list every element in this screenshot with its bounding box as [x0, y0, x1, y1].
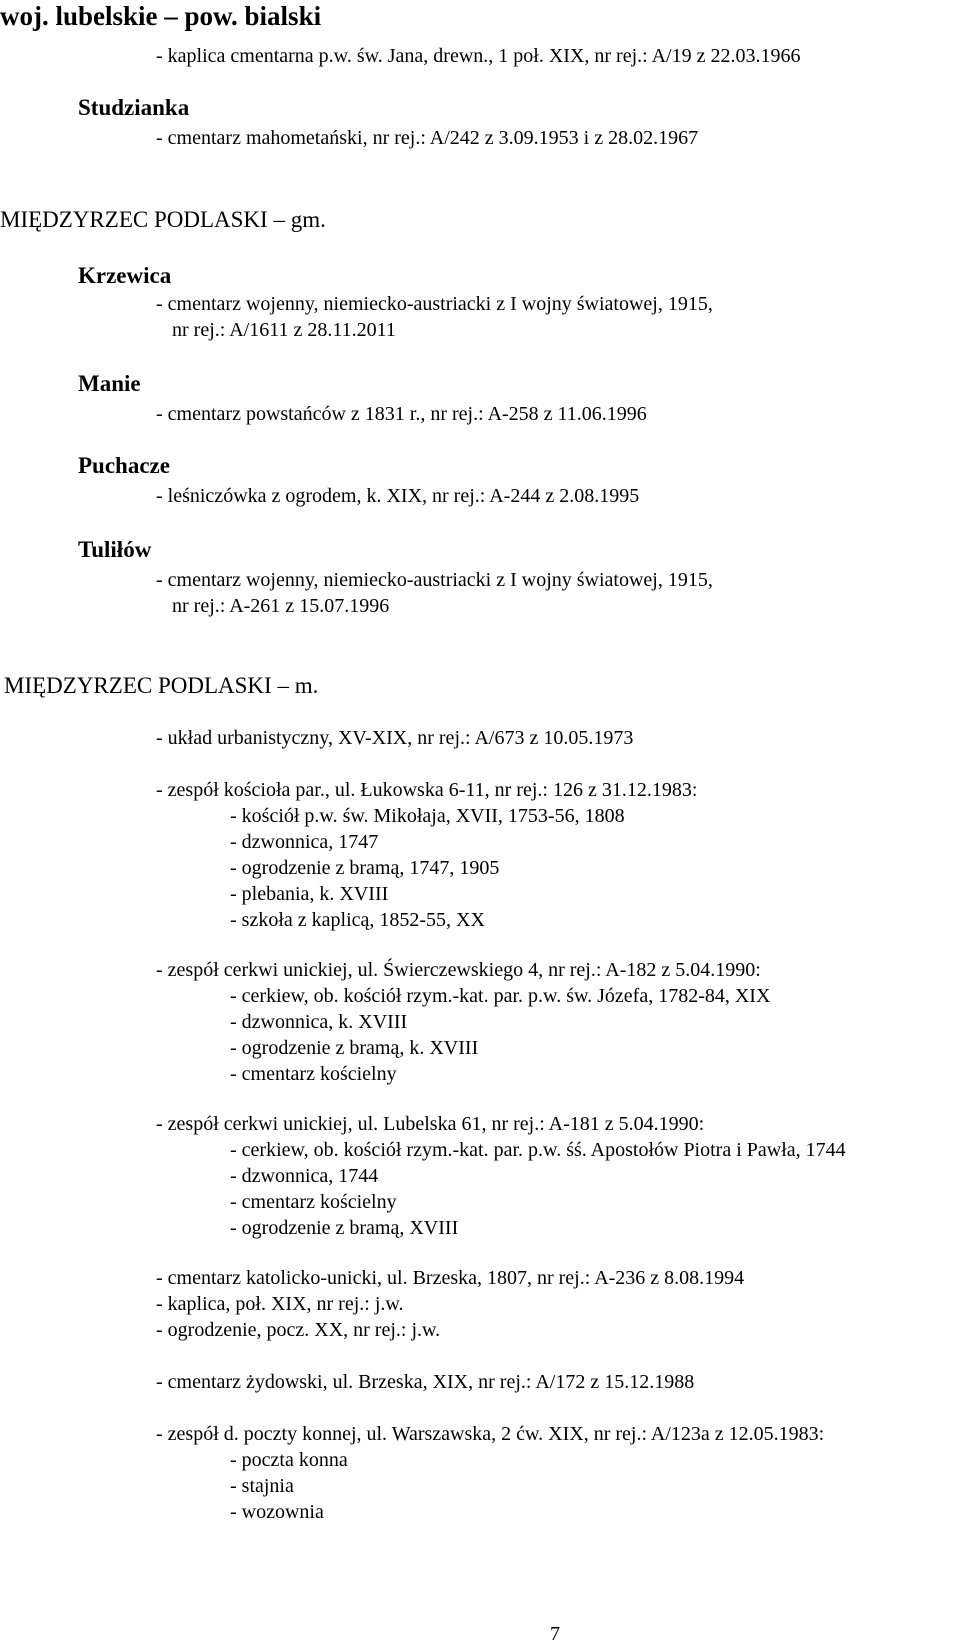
entry-text: - dzwonnica, k. XVIII: [230, 1011, 408, 1033]
entry-text: - cerkiew, ob. kościół rzym.-kat. par. p.w. śś. Apostołów Piotra i Pawła, 1744: [230, 1139, 846, 1161]
entry-text: - cmentarz powstańców z 1831 r., nr rej.: A-258 z 11.06.1996: [156, 403, 647, 425]
entry-text: - wozownia: [230, 1501, 324, 1523]
entry-text: - kaplica, poł. XIX, nr rej.: j.w.: [156, 1293, 404, 1315]
locality-heading: Studzianka: [78, 95, 190, 120]
page-header: woj. lubelskie – pow. bialski: [0, 1, 322, 31]
entry-text: - zespół cerkwi unickiej, ul. Lubelska 61, nr rej.: A-181 z 5.04.1990:: [156, 1113, 705, 1135]
entry-text: - kościół p.w. św. Mikołaja, XVII, 1753-56, 1808: [230, 805, 625, 827]
locality-heading: Puchacze: [78, 453, 170, 478]
entry-text: - zespół d. poczty konnej, ul. Warszawska, 2 ćw. XIX, nr rej.: A/123a z 12.05.1983:: [156, 1423, 825, 1445]
entry-text: nr rej.: A/1611 z 28.11.2011: [172, 319, 396, 341]
entry-text: - cmentarz kościelny: [230, 1191, 397, 1213]
entry-text: - cmentarz wojenny, niemiecko-austriacki z I wojny światowej, 1915,: [156, 293, 713, 315]
entry-text: - układ urbanistyczny, XV-XIX, nr rej.: A/673 z 10.05.1973: [156, 727, 634, 749]
entry-text: - cmentarz mahometański, nr rej.: A/242 z 3.09.1953 i z 28.02.1967: [156, 127, 699, 149]
entry-text: - dzwonnica, 1747: [230, 831, 379, 853]
entry-text: - cmentarz katolicko-unicki, ul. Brzeska, 1807, nr rej.: A-236 z 8.08.1994: [156, 1267, 745, 1289]
locality-heading: Tuliłów: [78, 537, 152, 562]
entry-text: - ogrodzenie z bramą, 1747, 1905: [230, 857, 500, 879]
entry-text: - dzwonnica, 1744: [230, 1165, 379, 1187]
entry-text: - cmentarz kościelny: [230, 1063, 397, 1085]
entry-text: - plebania, k. XVIII: [230, 883, 389, 905]
entry-text: - ogrodzenie, pocz. XX, nr rej.: j.w.: [156, 1319, 441, 1341]
entry-text: - cmentarz wojenny, niemiecko-austriacki z I wojny światowej, 1915,: [156, 569, 713, 591]
entry-text: - poczta konna: [230, 1449, 348, 1471]
entry-text: - ogrodzenie z bramą, XVIII: [230, 1217, 459, 1239]
entry-text: nr rej.: A-261 z 15.07.1996: [172, 595, 390, 617]
locality-heading: Manie: [78, 371, 141, 396]
entry-text: - ogrodzenie z bramą, k. XVIII: [230, 1037, 479, 1059]
page-number: 7: [550, 1623, 560, 1645]
locality-heading: Krzewica: [78, 263, 172, 288]
entry-text: - cerkiew, ob. kościół rzym.-kat. par. p.w. św. Józefa, 1782-84, XIX: [230, 985, 771, 1007]
entry-text: - kaplica cmentarna p.w. św. Jana, drewn., 1 poł. XIX, nr rej.: A/19 z 22.03.1966: [156, 45, 801, 67]
entry-text: - szkoła z kaplicą, 1852-55, XX: [230, 909, 485, 931]
entry-text: - zespół kościoła par., ul. Łukowska 6-11, nr rej.: 126 z 31.12.1983:: [156, 779, 698, 801]
entry-text: - stajnia: [230, 1475, 294, 1497]
miasto-heading: MIĘDZYRZEC PODLASKI – m.: [4, 673, 319, 698]
gmina-heading: MIĘDZYRZEC PODLASKI – gm.: [0, 207, 326, 232]
entry-text: - zespół cerkwi unickiej, ul. Świerczewskiego 4, nr rej.: A-182 z 5.04.1990:: [156, 959, 761, 981]
entry-text: - cmentarz żydowski, ul. Brzeska, XIX, nr rej.: A/172 z 15.12.1988: [156, 1371, 695, 1393]
entry-text: - leśniczówka z ogrodem, k. XIX, nr rej.: A-244 z 2.08.1995: [156, 485, 640, 507]
